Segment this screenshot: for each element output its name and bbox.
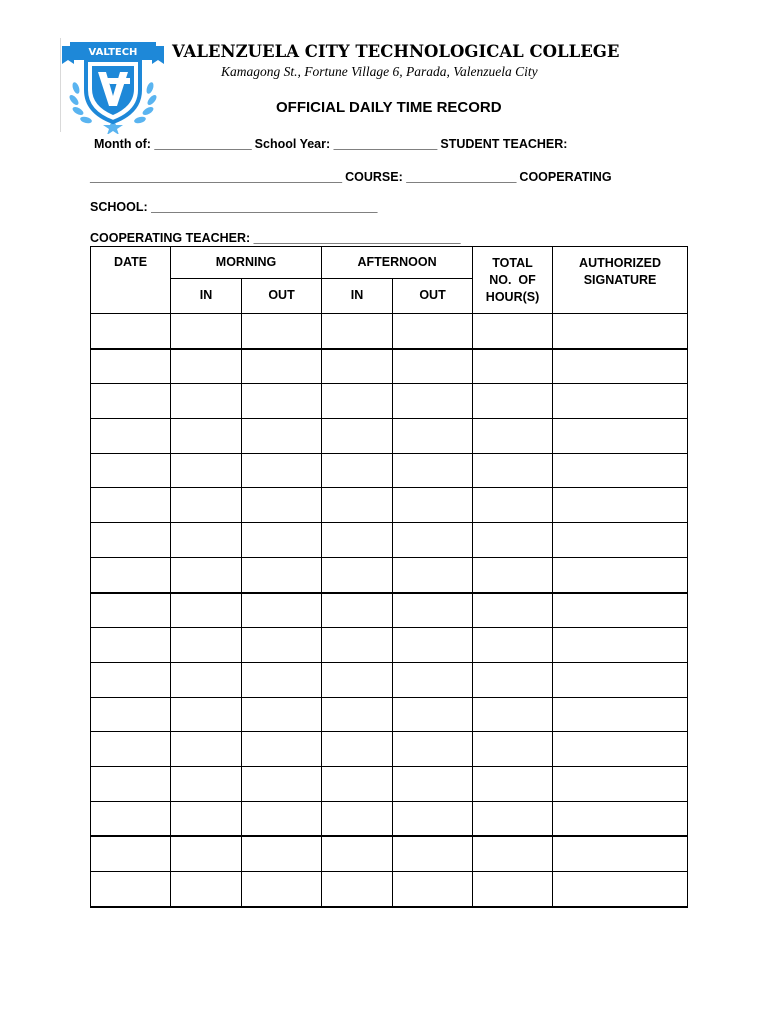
form-title: OFFICIAL DAILY TIME RECORD <box>276 99 502 116</box>
table-row <box>91 349 688 384</box>
table-row <box>91 697 688 732</box>
table-cell[interactable] <box>91 732 171 767</box>
table-cell[interactable] <box>171 766 242 801</box>
table-row <box>91 557 688 592</box>
college-name: VALENZUELA CITY TECHNOLOGICAL COLLEGE <box>172 42 620 61</box>
table-cell[interactable] <box>553 419 688 454</box>
table-row <box>91 801 688 836</box>
table-cell[interactable] <box>171 836 242 871</box>
table-cell[interactable] <box>322 836 393 871</box>
table-cell[interactable] <box>242 453 322 488</box>
month-label: Month of: <box>94 137 151 151</box>
table-cell[interactable] <box>242 419 322 454</box>
cooperating-teacher-blank[interactable]: ________________________________ <box>253 231 461 245</box>
table-cell[interactable] <box>322 384 393 419</box>
table-cell[interactable] <box>171 453 242 488</box>
afternoon-out-header: OUT <box>393 279 473 314</box>
table-cell[interactable] <box>171 523 242 558</box>
total-line-2: NO. OF <box>489 273 536 287</box>
student-teacher-label: STUDENT TEACHER: <box>440 137 568 151</box>
info-line-course <box>90 170 612 184</box>
table-cell[interactable] <box>242 384 322 419</box>
student-teacher-blank[interactable]: _______________________________________ <box>90 170 342 184</box>
table-cell[interactable] <box>242 662 322 697</box>
table-cell[interactable] <box>473 628 553 663</box>
table-cell[interactable] <box>322 872 393 907</box>
table-cell[interactable] <box>393 453 473 488</box>
total-line-1: TOTAL <box>492 256 533 270</box>
logo-frame-line <box>60 38 81 132</box>
table-cell[interactable] <box>171 872 242 907</box>
table-cell[interactable] <box>91 314 171 349</box>
table-cell[interactable] <box>393 419 473 454</box>
table-cell[interactable] <box>91 453 171 488</box>
logo-text: VALTECH <box>88 47 138 58</box>
table-cell[interactable] <box>91 628 171 663</box>
morning-out-header: OUT <box>242 279 322 314</box>
table-cell[interactable] <box>171 628 242 663</box>
table-cell[interactable] <box>553 384 688 419</box>
table-cell[interactable] <box>91 872 171 907</box>
table-cell[interactable] <box>171 314 242 349</box>
course-blank[interactable]: _________________ <box>406 170 516 184</box>
table-cell[interactable] <box>393 836 473 871</box>
table-row <box>91 836 688 871</box>
table-cell[interactable] <box>553 801 688 836</box>
table-cell[interactable] <box>322 349 393 384</box>
table-cell[interactable] <box>473 593 553 628</box>
table-cell[interactable] <box>322 314 393 349</box>
table-cell[interactable] <box>322 697 393 732</box>
authorized-line-1: AUTHORIZED <box>579 256 661 270</box>
morning-in-header: IN <box>171 279 242 314</box>
table-cell[interactable] <box>393 523 473 558</box>
table-cell[interactable] <box>91 523 171 558</box>
table-cell[interactable] <box>91 836 171 871</box>
table-cell[interactable] <box>553 872 688 907</box>
table-cell[interactable] <box>393 384 473 419</box>
table-cell[interactable] <box>473 801 553 836</box>
table-cell[interactable] <box>91 384 171 419</box>
table-cell[interactable] <box>553 349 688 384</box>
afternoon-header: AFTERNOON <box>322 247 473 279</box>
table-cell[interactable] <box>393 766 473 801</box>
table-cell[interactable] <box>322 593 393 628</box>
table-cell[interactable] <box>393 872 473 907</box>
authorized-line-2: SIGNATURE <box>583 273 657 287</box>
table-cell[interactable] <box>171 557 242 592</box>
afternoon-in-header: IN <box>322 279 393 314</box>
table-cell[interactable] <box>473 697 553 732</box>
table-row <box>91 593 688 628</box>
table-cell[interactable] <box>473 419 553 454</box>
table-cell[interactable] <box>473 662 553 697</box>
table-cell[interactable] <box>91 662 171 697</box>
table-cell[interactable] <box>393 697 473 732</box>
table-cell[interactable] <box>473 314 553 349</box>
table-cell[interactable] <box>473 872 553 907</box>
table-cell[interactable] <box>553 836 688 871</box>
cooperating-teacher-label: COOPERATING TEACHER: <box>90 231 251 245</box>
table-cell[interactable] <box>393 349 473 384</box>
table-cell[interactable] <box>171 488 242 523</box>
table-row <box>91 766 688 801</box>
table-cell[interactable] <box>171 384 242 419</box>
table-cell[interactable] <box>473 836 553 871</box>
table-cell[interactable] <box>91 557 171 592</box>
table-cell[interactable] <box>242 523 322 558</box>
info-line-month <box>94 137 567 151</box>
table-cell[interactable] <box>242 488 322 523</box>
school-year-blank[interactable]: ________________ <box>333 137 437 151</box>
table-cell[interactable] <box>322 662 393 697</box>
table-cell[interactable] <box>393 628 473 663</box>
table-cell[interactable] <box>91 697 171 732</box>
table-cell[interactable] <box>322 419 393 454</box>
table-row <box>91 872 688 907</box>
table-row <box>91 419 688 454</box>
table-cell[interactable] <box>322 557 393 592</box>
table-cell[interactable] <box>242 732 322 767</box>
table-cell[interactable] <box>171 732 242 767</box>
table-row <box>91 732 688 767</box>
table-cell[interactable] <box>393 593 473 628</box>
table-cell[interactable] <box>322 801 393 836</box>
table-cell[interactable] <box>242 557 322 592</box>
table-row <box>91 314 688 349</box>
table-cell[interactable] <box>393 732 473 767</box>
table-row <box>91 384 688 419</box>
table-cell[interactable] <box>242 314 322 349</box>
table-cell[interactable] <box>553 697 688 732</box>
school-year-label: School Year: <box>254 137 331 151</box>
table-cell[interactable] <box>553 523 688 558</box>
table-cell[interactable] <box>393 557 473 592</box>
info-line-cooperating-teacher <box>90 231 460 245</box>
course-label: COURSE: <box>345 170 403 184</box>
table-cell[interactable] <box>553 314 688 349</box>
table-body <box>91 314 688 907</box>
table-cell[interactable] <box>553 453 688 488</box>
table-cell[interactable] <box>242 593 322 628</box>
table-cell[interactable] <box>473 349 553 384</box>
table-cell[interactable] <box>91 801 171 836</box>
table-cell[interactable] <box>171 801 242 836</box>
table-cell[interactable] <box>171 419 242 454</box>
school-blank[interactable]: ___________________________________ <box>151 200 377 214</box>
table-cell[interactable] <box>91 419 171 454</box>
table-cell[interactable] <box>473 453 553 488</box>
table-cell[interactable] <box>171 593 242 628</box>
table-cell[interactable] <box>171 349 242 384</box>
table-row <box>91 453 688 488</box>
time-record-table <box>90 246 688 908</box>
table-row <box>91 523 688 558</box>
table-cell[interactable] <box>473 732 553 767</box>
table-cell[interactable] <box>553 662 688 697</box>
table-cell[interactable] <box>553 557 688 592</box>
school-label: SCHOOL: <box>90 200 148 214</box>
info-line-school <box>90 200 377 214</box>
table-cell[interactable] <box>393 801 473 836</box>
table-cell[interactable] <box>91 766 171 801</box>
table-cell[interactable] <box>553 628 688 663</box>
table-cell[interactable] <box>473 766 553 801</box>
table-cell[interactable] <box>393 662 473 697</box>
table-cell[interactable] <box>91 593 171 628</box>
table-cell[interactable] <box>553 766 688 801</box>
table-cell[interactable] <box>242 766 322 801</box>
table-cell[interactable] <box>322 523 393 558</box>
table-cell[interactable] <box>473 557 553 592</box>
table-header-row <box>91 247 688 279</box>
table-cell[interactable] <box>171 697 242 732</box>
table-cell[interactable] <box>242 628 322 663</box>
morning-header: MORNING <box>171 247 322 279</box>
table-cell[interactable] <box>473 488 553 523</box>
table-cell[interactable] <box>91 488 171 523</box>
table-cell[interactable] <box>473 523 553 558</box>
table-cell[interactable] <box>553 732 688 767</box>
table-row <box>91 628 688 663</box>
college-address: Kamagong St., Fortune Village 6, Parada, Valenzuela City <box>221 64 538 79</box>
table-cell[interactable] <box>553 488 688 523</box>
table-cell[interactable] <box>242 801 322 836</box>
table-cell[interactable] <box>322 453 393 488</box>
table-cell[interactable] <box>242 697 322 732</box>
date-header: DATE <box>91 247 171 314</box>
table-cell[interactable] <box>322 766 393 801</box>
table-cell[interactable] <box>91 349 171 384</box>
table-cell[interactable] <box>553 593 688 628</box>
month-blank[interactable]: _______________ <box>154 137 252 151</box>
table-cell[interactable] <box>242 872 322 907</box>
table-cell[interactable] <box>322 488 393 523</box>
table-cell[interactable] <box>393 488 473 523</box>
table-cell[interactable] <box>322 732 393 767</box>
table-row <box>91 662 688 697</box>
authorized-signature-header <box>553 247 688 314</box>
table-cell[interactable] <box>322 628 393 663</box>
table-cell[interactable] <box>171 662 242 697</box>
total-line-3: HOUR(S) <box>485 290 540 304</box>
table-row <box>91 488 688 523</box>
table-cell[interactable] <box>473 384 553 419</box>
table-cell[interactable] <box>393 314 473 349</box>
total-hours-header <box>473 247 553 314</box>
table-cell[interactable] <box>242 836 322 871</box>
cooperating-label: COOPERATING <box>519 170 612 184</box>
table-cell[interactable] <box>242 349 322 384</box>
